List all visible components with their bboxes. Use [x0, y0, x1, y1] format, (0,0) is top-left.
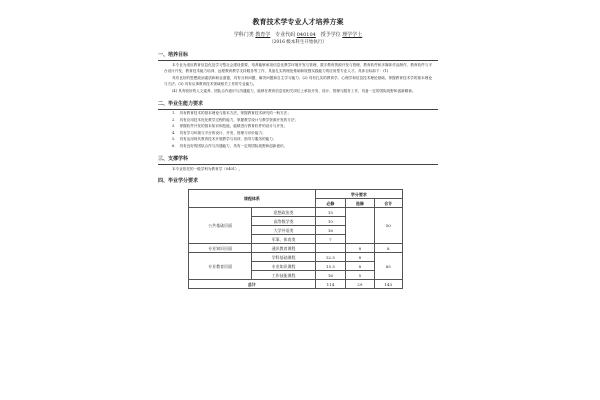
code-label: 专业代码 — [275, 32, 296, 38]
divider — [158, 60, 438, 61]
elective-cell: 8 — [346, 253, 374, 262]
required-cell: 15.5 — [315, 262, 345, 271]
sum-required: 114 — [315, 280, 345, 289]
page-title: 教育技术学专业人才培养方案 — [252, 18, 344, 26]
effective-note: （2016 级本科生开始执行） — [269, 40, 327, 45]
ability-number: 1. — [172, 110, 176, 115]
code-value: 040104 — [296, 32, 316, 38]
sum-total: 143 — [374, 280, 402, 289]
layer-cell: 公共基础层面 — [189, 208, 252, 244]
course-cell: 专业知识课程 — [252, 262, 315, 271]
header-credit-requirement: 学分要求 — [315, 190, 402, 199]
course-cell: 学科基础课程 — [252, 253, 315, 262]
table-row — [189, 244, 403, 253]
divider — [158, 164, 438, 165]
ability-text: 具有良好的团队合作与沟通能力，具有一定的国际视野和创新意识。 — [179, 143, 288, 148]
header-course-system: 课程体系 — [189, 190, 316, 208]
layer-cell: 专业教育层面 — [189, 253, 252, 280]
elective-cell: 8 — [346, 244, 374, 253]
ability-item — [172, 131, 432, 137]
table-sum-row — [189, 280, 403, 289]
ability-item — [172, 144, 432, 150]
elective-cell — [346, 208, 374, 244]
required-cell: 16 — [315, 271, 345, 280]
ability-item — [172, 124, 432, 130]
ability-item — [172, 111, 432, 117]
table-row — [189, 253, 403, 262]
degree-label: 授予学位 — [320, 32, 341, 38]
elective-cell: 5 — [346, 271, 374, 280]
ability-text: 掌握软件开发的基本知识和技能，能够进行教育软件的设计与开发； — [179, 124, 288, 129]
required-cell: 32.5 — [315, 253, 345, 262]
required-cell: 16 — [315, 226, 345, 235]
section-heading-abilities: 二、毕业生能力要求 — [158, 100, 204, 107]
document-page — [158, 12, 438, 398]
degree-value: 理学学士 — [342, 32, 363, 38]
ability-item — [172, 118, 432, 124]
ability-text: 具有运用现代教育技术开展教学与培训、指导与服务的能力； — [179, 137, 277, 142]
required-cell: 15 — [315, 208, 345, 217]
table-row — [189, 208, 403, 217]
section-heading-credits: 四、毕业学分要求 — [158, 178, 199, 185]
support-text: 本专业依托的一级学科为教育学（0401）。 — [172, 166, 243, 171]
divider — [158, 109, 438, 110]
sum-label: 总计 — [189, 280, 316, 289]
goal-paragraph: 本专业为适应教育信息化及学习型社会建设需要，培养能够承担信息化教学环境开发与管理、数字教育资源开发与管理、教育软件和多媒体作品制作、教育软件与平台设计开发、教育技术能力培训、远程教育教学支持服务等工作，具备扎实的理论基础和较强实践能力的应用型专业人才。具体目标如下：(1) — [164, 63, 432, 73]
total-cell: 85 — [374, 253, 402, 280]
required-cell: 7 — [315, 235, 345, 244]
ability-number: 3. — [172, 124, 176, 129]
course-cell: 工作技能课程 — [252, 271, 315, 280]
ability-text: 具有教育技术的基本理论与基本方法，掌握教育技术研究的一般方法； — [179, 110, 291, 115]
ability-number: 5. — [172, 137, 176, 142]
sum-elective: 29 — [346, 280, 374, 289]
layer-cell: 专业知识层面 — [189, 244, 252, 253]
ability-text: 具有应用技术优化教学过程的能力，掌握教学设计与教学资源开发的方法； — [179, 117, 299, 122]
goal-paragraph: (4) 具有较好的人文素养、团队合作意识与沟通能力，能够在教育信息化相关岗位上承担开发、设计、管理与服务工作，具备一定的国际视野和创新精神。 — [172, 89, 416, 94]
discipline-label: 学科门类 — [233, 32, 254, 38]
header-required: 必修 — [315, 199, 345, 208]
course-cell: 大学外语类 — [252, 226, 315, 235]
required-cell: 10 — [315, 217, 345, 226]
ability-number: 6. — [172, 143, 176, 148]
section-heading-goals: 一、培养目标 — [158, 52, 189, 58]
program-meta — [158, 32, 438, 39]
ability-number: 4. — [172, 130, 176, 135]
required-cell — [315, 244, 345, 253]
ability-number: 2. — [172, 117, 176, 122]
goal-paragraph: 具有良好的思想政治素质和职业道德，具有分析问题、解决问题和自主学习能力；(2) 具有扎实的教育学、心理学和信息技术理论基础，掌握教育技术学的基本理论与方法；(3) 具有从事教育技术领域相关工作的专业能力。 — [164, 76, 432, 86]
section-heading-support: 三、支撑学科 — [158, 155, 189, 162]
course-cell: 思想政治类 — [252, 208, 315, 217]
course-cell: 高等数学类 — [252, 217, 315, 226]
course-cell: 通识教育课程 — [252, 244, 315, 253]
course-cell: 军事、体育类 — [252, 235, 315, 244]
total-cell: 50 — [374, 208, 402, 244]
discipline-value: 教育学 — [255, 32, 271, 38]
ability-text: 具有学习环境与平台的设计、开发、管理与评价能力； — [179, 130, 266, 135]
total-cell: 8 — [374, 244, 402, 253]
elective-cell: 8 — [346, 262, 374, 271]
ability-item — [172, 137, 432, 143]
credit-table — [188, 189, 403, 289]
header-elective: 选修 — [346, 199, 374, 208]
header-total: 合计 — [374, 199, 402, 208]
